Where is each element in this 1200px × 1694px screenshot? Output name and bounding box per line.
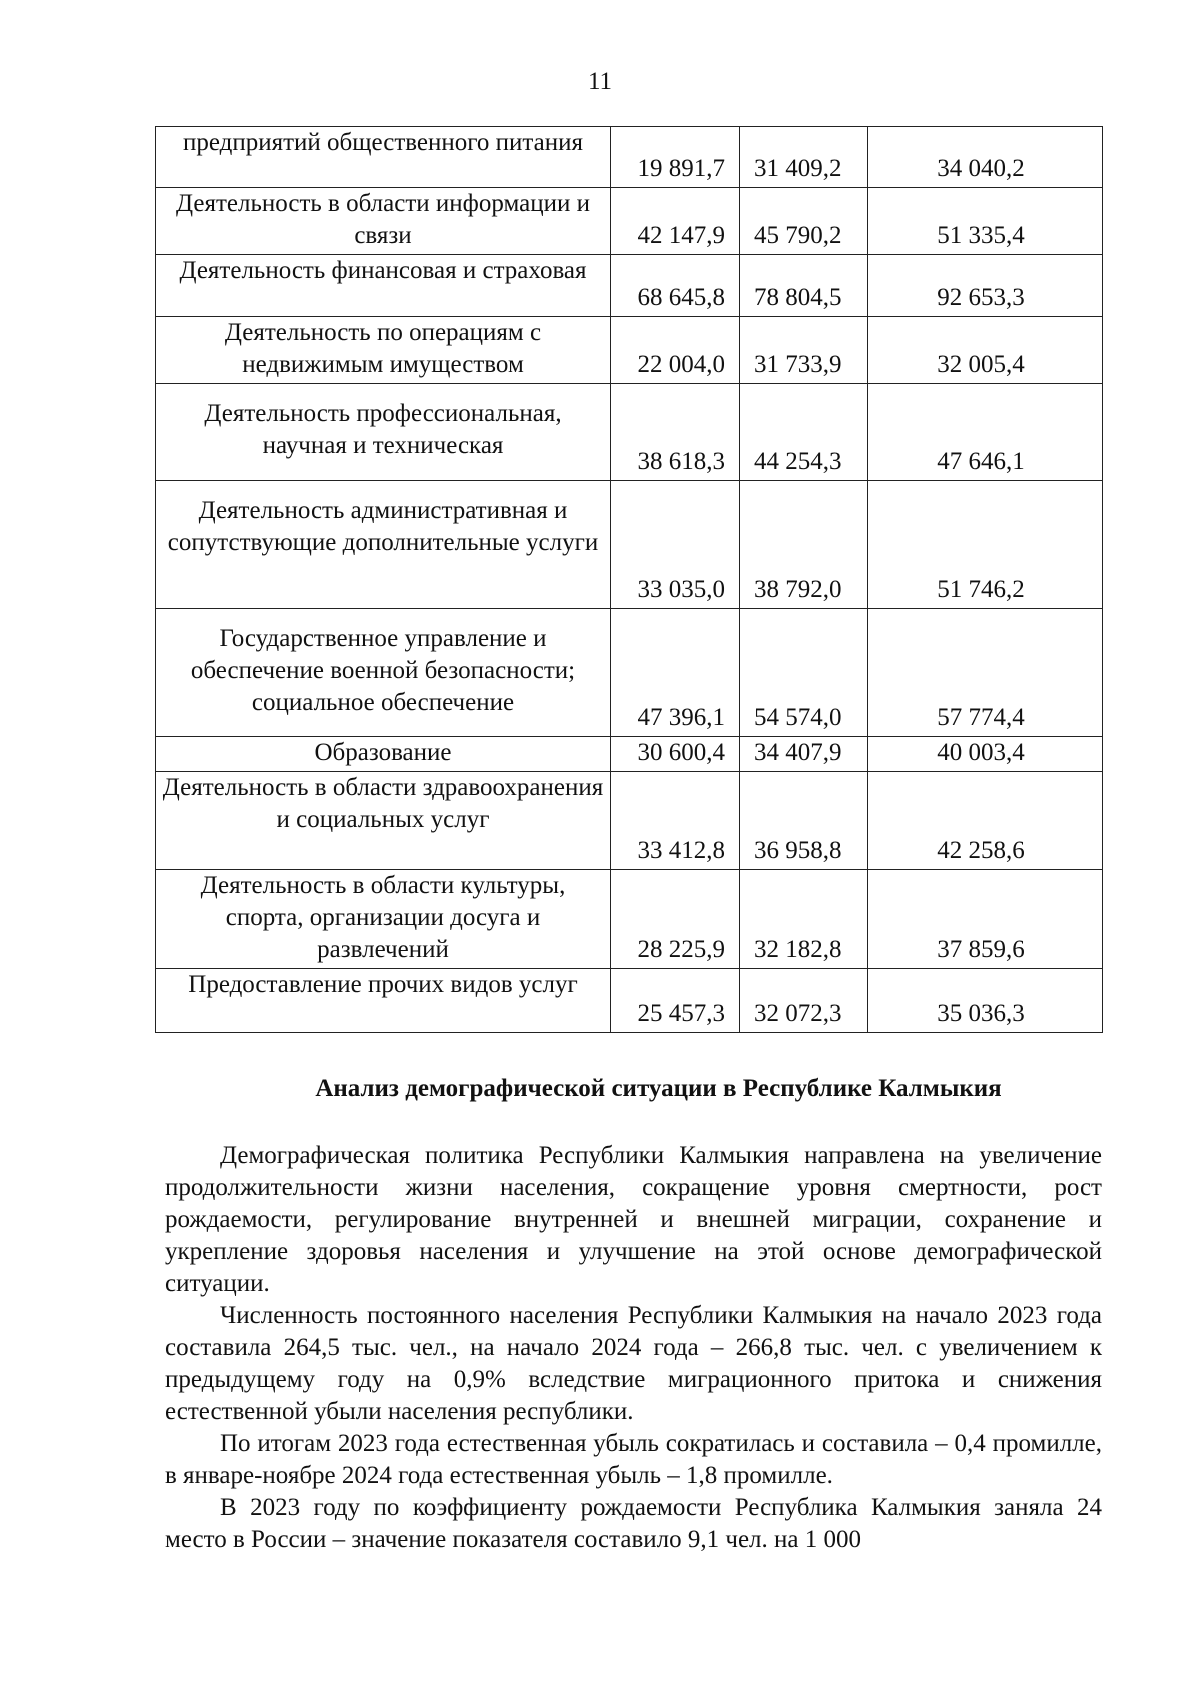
paragraph: Численность постоянного населения Республики Калмыкия на начало 2023 года составила 264,5 тыс. чел., на начало 2024 года – 266,8 тыс. чел. с увеличением к предыдущему году на 0,9% вследствие миграционного притока и снижения естественной убыли населения республики. [165, 1302, 1102, 1425]
table-body [156, 127, 1103, 1033]
value-3: 51 746,2 [868, 481, 1103, 609]
section-title: Анализ демографической ситуации в Республике Калмыкия [315, 1075, 1002, 1102]
value-2: 34 407,9 [740, 737, 868, 772]
table-row [156, 481, 1103, 609]
row-name: Деятельность финансовая и страховая [156, 255, 611, 317]
value-2: 78 804,5 [740, 255, 868, 317]
value-3: 51 335,4 [868, 188, 1103, 255]
value-3: 35 036,3 [868, 969, 1103, 1033]
value-2: 44 254,3 [740, 384, 868, 481]
value-2: 45 790,2 [740, 188, 868, 255]
table-row [156, 609, 1103, 737]
row-name: Деятельность по операциям с недвижимым имуществом [156, 317, 611, 384]
value-3: 92 653,3 [868, 255, 1103, 317]
value-1: 38 618,3 [611, 384, 740, 481]
row-name: Государственное управление и обеспечение военной безопасности; социальное обеспечение [156, 609, 611, 737]
value-1: 25 457,3 [611, 969, 740, 1033]
paragraph: Демографическая политика Республики Калмыкия направлена на увеличение продолжительности жизни населения, сокращение уровня смертности, рост рождаемости, регулирование внутренней и внешней миграции, сохранение и укрепление здоровья населения и улучшение на этой основе демографической ситуации. [165, 1142, 1102, 1297]
row-name: Деятельность в области культуры, спорта, организации досуга и развлечений [156, 870, 611, 969]
value-1: 33 412,8 [611, 772, 740, 870]
row-name: предприятий общественного питания [156, 127, 611, 188]
value-3: 57 774,4 [868, 609, 1103, 737]
row-name: Деятельность в области здравоохранения и социальных услуг [156, 772, 611, 870]
value-1: 68 645,8 [611, 255, 740, 317]
table-row [156, 255, 1103, 317]
value-2: 38 792,0 [740, 481, 868, 609]
page-number: 11 [587, 68, 613, 95]
value-1: 47 396,1 [611, 609, 740, 737]
row-name: Деятельность профессиональная, научная и техническая [156, 384, 611, 481]
value-1: 30 600,4 [611, 737, 740, 772]
value-3: 34 040,2 [868, 127, 1103, 188]
table-row [156, 317, 1103, 384]
value-2: 32 072,3 [740, 969, 868, 1033]
paragraph: По итогам 2023 года естественная убыль сократилась и составила – 0,4 промилле, в январе-ноябре 2024 года естественная убыль – 1,8 промилле. [165, 1430, 1102, 1489]
value-3: 42 258,6 [868, 772, 1103, 870]
value-3: 37 859,6 [868, 870, 1103, 969]
table-row [156, 969, 1103, 1033]
value-3: 32 005,4 [868, 317, 1103, 384]
value-2: 54 574,0 [740, 609, 868, 737]
value-1: 42 147,9 [611, 188, 740, 255]
value-1: 22 004,0 [611, 317, 740, 384]
row-name: Предоставление прочих видов услуг [156, 969, 611, 1033]
value-3: 40 003,4 [868, 737, 1103, 772]
row-name: Образование [156, 737, 611, 772]
value-1: 33 035,0 [611, 481, 740, 609]
indicators-table [155, 126, 1103, 1033]
value-3: 47 646,1 [868, 384, 1103, 481]
table-row [156, 772, 1103, 870]
value-2: 32 182,8 [740, 870, 868, 969]
table-row [156, 188, 1103, 255]
table-row [156, 127, 1103, 188]
value-2: 31 409,2 [740, 127, 868, 188]
table-row [156, 384, 1103, 481]
paragraph: В 2023 году по коэффициенту рождаемости Республика Калмыкия заняла 24 место в России – значение показателя составило 9,1 чел. на 1 000 [165, 1494, 1102, 1553]
value-1: 19 891,7 [611, 127, 740, 188]
value-1: 28 225,9 [611, 870, 740, 969]
table-row [156, 870, 1103, 969]
row-name: Деятельность в области информации и связи [156, 188, 611, 255]
value-2: 31 733,9 [740, 317, 868, 384]
table-row [156, 737, 1103, 772]
row-name: Деятельность административная и сопутствующие дополнительные услуги [156, 481, 611, 609]
value-2: 36 958,8 [740, 772, 868, 870]
body-text [165, 1140, 1102, 1556]
